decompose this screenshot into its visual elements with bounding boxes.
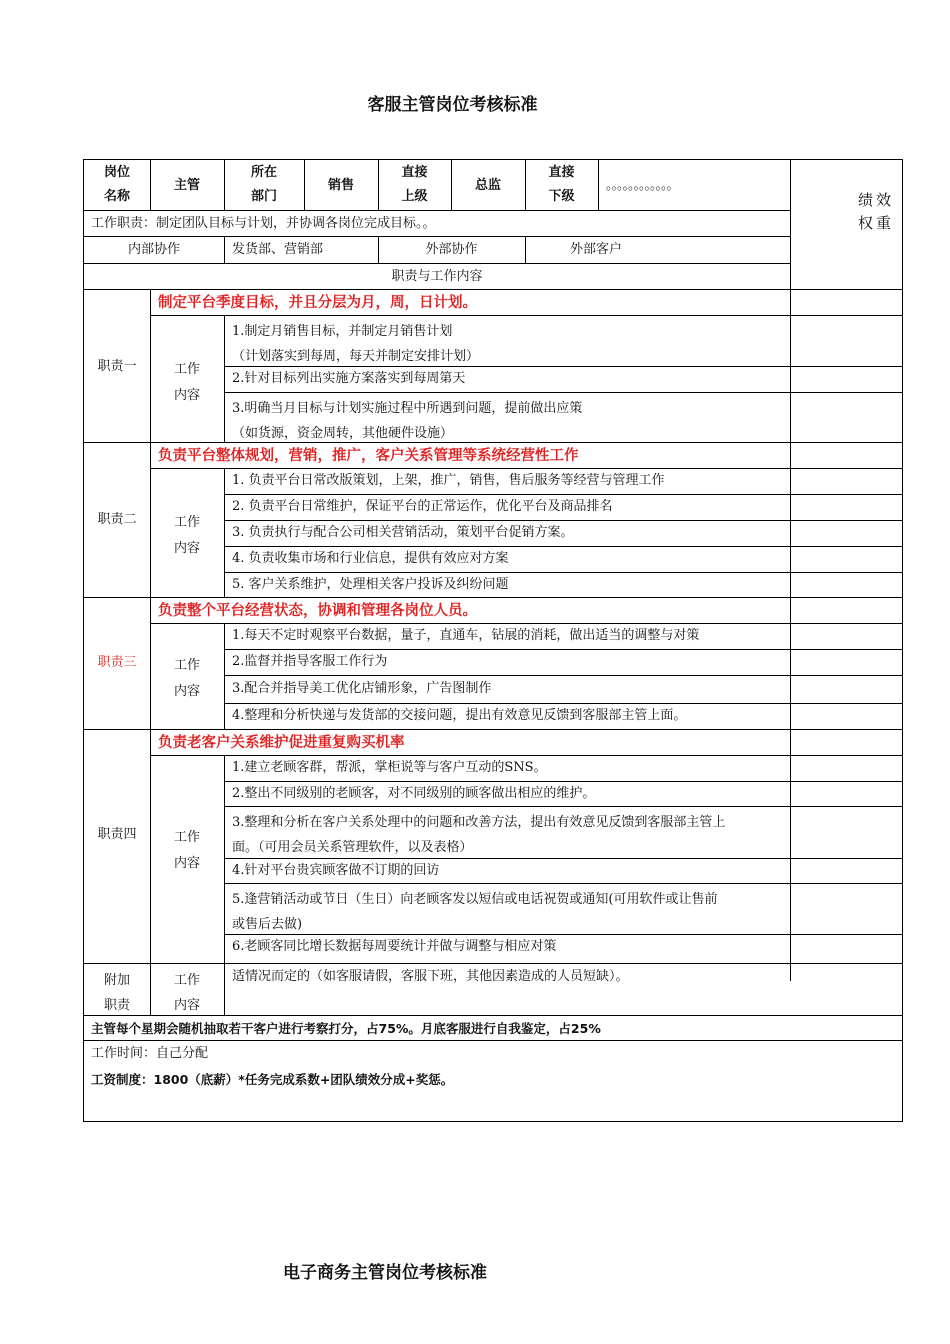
internal-collab-value: 发货部、营销部 (232, 242, 324, 257)
duty-3-heading: 负责整个平台经营状态，协调和管理各岗位人员。 (158, 603, 477, 619)
duty-1-heading: 制定平台季度目标，并且分层为月，周，日计划。 (158, 295, 477, 311)
extra-duty-label: 附加 职责 (103, 973, 130, 1013)
duty-1-item-2: 2.针对目标列出实施方案落实到每周第天 (232, 371, 466, 386)
salary-system: 工资制度：1800（底薪）*任务完成系数+团队绩效分成+奖惩。 (91, 1072, 454, 1087)
duty-4-item-5: 5.逢营销活动或节日（生日）向老顾客发以短信或电话祝贺或通知(可用软件或让售前 或售后去做) (232, 892, 718, 932)
duty-2-item-2: 2. 负责平台日常维护，保证平台的正常运作，优化平台及商品排名 (232, 499, 613, 514)
header-superior-label: 直接 上级 (401, 165, 428, 204)
assessment-rule: 主管每个星期会随机抽取若干客户进行考察打分，占75%。月底客服进行自我鉴定，占25% (91, 1021, 601, 1036)
duty-2-item-4: 4. 负责收集市场和行业信息，提供有效应对方案 (232, 551, 509, 566)
duty-3-item-4: 4.整理和分析快递与发货部的交接问题，提出有效意见反馈到客服部主管上面。 (232, 708, 687, 723)
duty-2-label: 职责二 (97, 512, 137, 527)
internal-collab-label: 内部协作 (127, 242, 180, 257)
second-page-title: 电子商务主管岗位考核标准 (283, 1263, 487, 1283)
duty-2-work-label: 工作 内容 (173, 515, 200, 556)
header-subordinate-value: 。。。。。。。。。。。。 (606, 178, 679, 193)
header-position-label: 岗位 名称 (103, 165, 130, 204)
duty-3-item-2: 2.监督并指导客服工作行为 (232, 654, 388, 669)
section-title: 职责与工作内容 (391, 269, 483, 284)
page-title: 客服主管岗位考核标准 (367, 95, 538, 115)
work-time: 工作时间：自己分配 (91, 1046, 209, 1061)
duty-1-label: 职责一 (97, 359, 137, 374)
extra-duty-text: 适情况而定的（如客服请假，客服下班，其他因素造成的人员短缺）。 (232, 969, 629, 984)
header-subordinate-label: 直接 下级 (548, 165, 575, 204)
duty-3-item-3: 3.配合并指导美工优化店铺形象，广告图制作 (232, 681, 492, 696)
extra-work-label: 工作 内容 (173, 973, 200, 1013)
duty-4-item-2: 2.整出不同级别的老顾客，对不同级别的顾客做出相应的维护。 (232, 786, 596, 801)
external-collab-value: 外部客户 (570, 242, 623, 257)
header-department-label: 所在 部门 (250, 165, 277, 204)
header-department-value: 销售 (327, 178, 354, 193)
duty-4-item-4: 4.针对平台贵宾顾客做不订期的回访 (232, 863, 440, 878)
external-collab-label: 外部协作 (425, 242, 478, 257)
duty-3-item-1: 1.每天不定时观察平台数据，量子，直通车，钻展的消耗，做出适当的调整与对策 (232, 628, 700, 643)
duty-3-label: 职责三 (97, 655, 137, 670)
duty-4-item-6: 6.老顾客同比增长数据每周要统计并做与调整与相应对策 (232, 939, 557, 954)
duty-3-work-label: 工作 内容 (173, 658, 200, 699)
header-position-value: 主管 (173, 178, 200, 193)
duty-2-heading: 负责平台整体规划，营销，推广，客户关系管理等系统经营性工作 (158, 448, 579, 464)
duty-1-item-3: 3.明确当月目标与计划实施过程中所遇到问题，提前做出应策 （如货源，资金周转，其他硬件设施） (232, 401, 583, 441)
duty-2-item-3: 3. 负责执行与配合公司相关营销活动，策划平台促销方案。 (232, 525, 574, 540)
duty-1-item-1: 1.制定月销售目标，并制定月销售计划 （计划落实到每周，每天并制定安排计划） (232, 324, 480, 364)
duty-4-item-3: 3.整理和分析在客户关系处理中的问题和改善方法，提出有效意见反馈到客服部主管上 面。（可用会员关系管理软件，以及表格） (232, 815, 726, 855)
duty-description: 工作职责：制定团队目标与计划，并协调各岗位完成目标。。 (91, 216, 436, 231)
header-superior-value: 总监 (474, 178, 501, 193)
duty-2-item-1: 1. 负责平台日常改版策划，上架，推广，销售，售后服务等经营与管理工作 (232, 473, 665, 488)
duty-2-item-5: 5. 客户关系维护，处理相关客户投诉及纠纷问题 (232, 577, 509, 592)
duty-4-work-label: 工作 内容 (173, 830, 200, 871)
duty-1-work-label: 工作 内容 (173, 362, 200, 403)
duty-4-item-1: 1.建立老顾客群，帮派，掌柜说等与客户互动的SNS。 (232, 760, 547, 775)
duty-4-heading: 负责老客户关系维护促进重复购买机率 (158, 735, 405, 751)
duty-4-label: 职责四 (97, 827, 137, 842)
performance-weight-label: 绩效 权重 (857, 191, 894, 232)
